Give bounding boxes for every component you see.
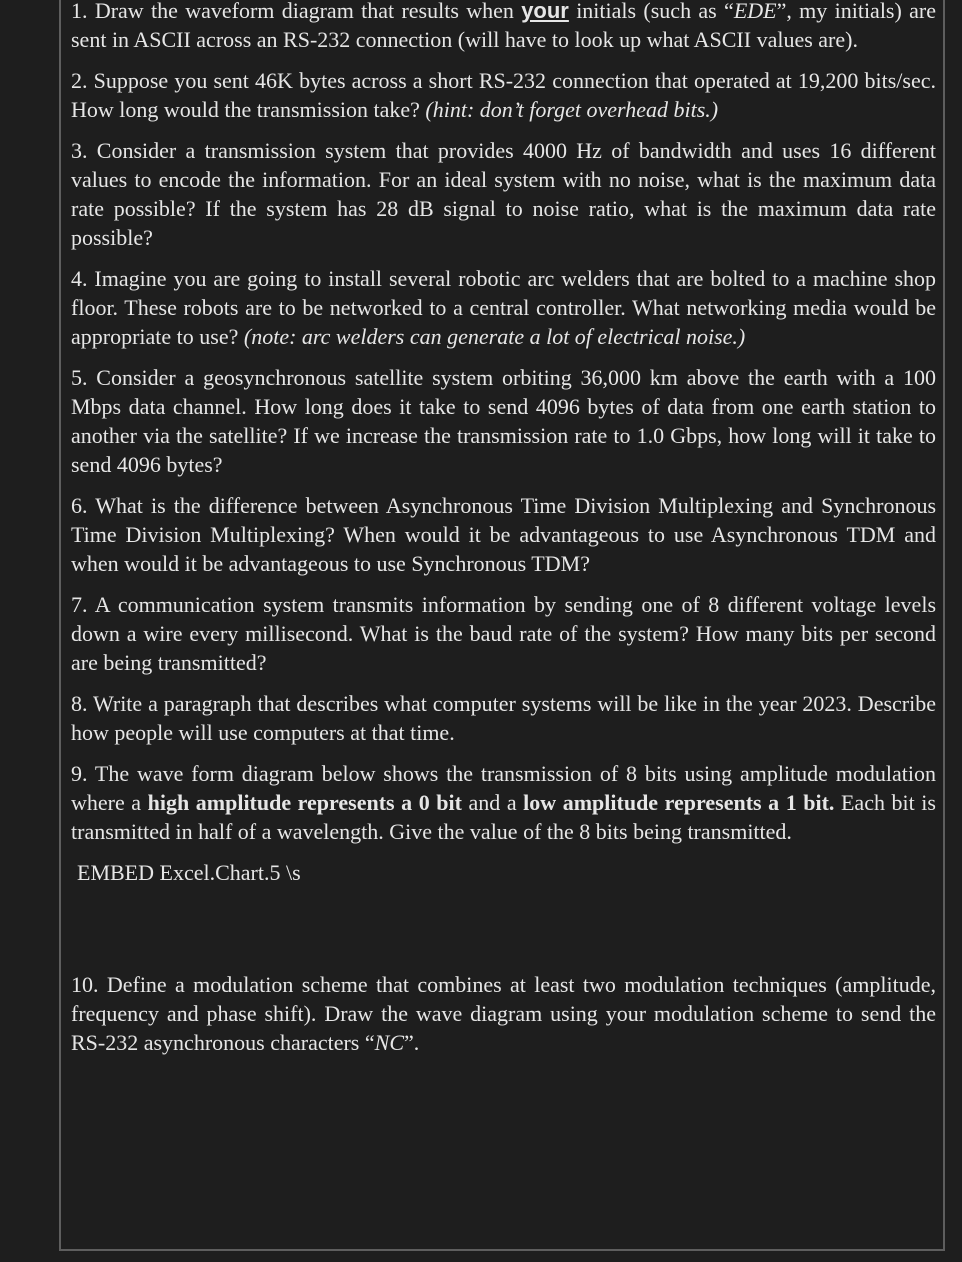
document-page xyxy=(59,0,945,1251)
question-1 xyxy=(71,0,936,54)
question-2-text: 2. Suppose you sent 46K bytes across a short RS-232 connection that operated at 19,200 bits/sec. How long would the transmission take? xyxy=(71,68,936,122)
question-8-text: 8. Write a paragraph that describes what computer systems will be like in the year 2023. Describe how people will use computers at that time. xyxy=(71,691,936,745)
question-5-text: 5. Consider a geosynchronous satellite system orbiting 36,000 km above the earth with a 100 Mbps data channel. How long does it take to send 4096 bytes of data from one earth station to another via the satellite? If we increase the transmission rate to 1.0 Gbps, how long will it take to send 4096 bytes? xyxy=(71,365,936,477)
question-1-post: ”, my initials) are sent in ASCII across an RS-232 connection (will have to look up what ASCII values are). xyxy=(71,0,936,52)
question-2 xyxy=(71,66,936,124)
question-2-hint: (hint: don’t forget overhead bits.) xyxy=(425,97,719,122)
question-4-text: 4. Imagine you are going to install several robotic arc welders that are bolted to a machine shop floor. These robots are to be networked to a central controller. What networking media would be appropriate to use? xyxy=(71,266,936,349)
question-6-text: 6. What is the difference between Asynchronous Time Division Multiplexing and Synchronous Time Division Multiplexing? When would it be advantageous to use Asynchronous TDM and when would it be advantageous to use Synchronous TDM? xyxy=(71,493,936,576)
question-4-note: (note: arc welders can generate a lot of electrical noise.) xyxy=(243,324,746,349)
question-1-mid: initials (such as “ xyxy=(568,0,734,23)
question-1-text: 1. Draw the waveform diagram that results when xyxy=(71,0,522,23)
question-9-post: Each bit is transmitted in half of a wavelength. Give the value of the 8 bits being transmitted. xyxy=(71,790,936,844)
question-9-bold-low: low amplitude represents a 1 bit. xyxy=(523,790,835,815)
question-10-text: 10. Define a modulation scheme that combines at least two modulation techniques (amplitude, frequency and phase shift). Draw the wave diagram using your modulation scheme to send the RS-232 asynchronous characters “ xyxy=(71,972,936,1055)
question-3-text: 3. Consider a transmission system that provides 4000 Hz of bandwidth and uses 16 different values to encode the information. For an ideal system with no noise, what is the maximum data rate possible? If the system has 28 dB signal to noise ratio, what is the maximum data rate possible? xyxy=(71,138,936,250)
question-4 xyxy=(71,264,936,351)
chart-space xyxy=(71,887,936,970)
question-7 xyxy=(71,590,936,677)
question-9 xyxy=(71,759,936,846)
question-8 xyxy=(71,689,936,747)
question-3 xyxy=(71,136,936,252)
question-6 xyxy=(71,491,936,578)
question-1-example: EDE xyxy=(733,0,777,23)
question-1-emphasis: your xyxy=(521,0,569,23)
document-content xyxy=(71,0,936,1057)
question-9-mid: and a xyxy=(461,790,524,815)
question-7-text: 7. A communication system transmits information by sending one of 8 different voltage levels down a wire every millisecond. What is the baud rate of the system? How many bits per second are being transmitted? xyxy=(71,592,936,675)
question-10-chars: NC xyxy=(374,1030,404,1055)
question-10-post: ”. xyxy=(404,1030,420,1055)
question-9-bold-high: high amplitude represents a 0 bit xyxy=(147,790,462,815)
question-5 xyxy=(71,363,936,479)
question-10 xyxy=(71,970,936,1057)
embedded-chart-placeholder: EMBED Excel.Chart.5 \s xyxy=(77,860,301,885)
question-9-text: 9. The wave form diagram below shows the transmission of 8 bits using amplitude modulation where a xyxy=(71,761,936,815)
